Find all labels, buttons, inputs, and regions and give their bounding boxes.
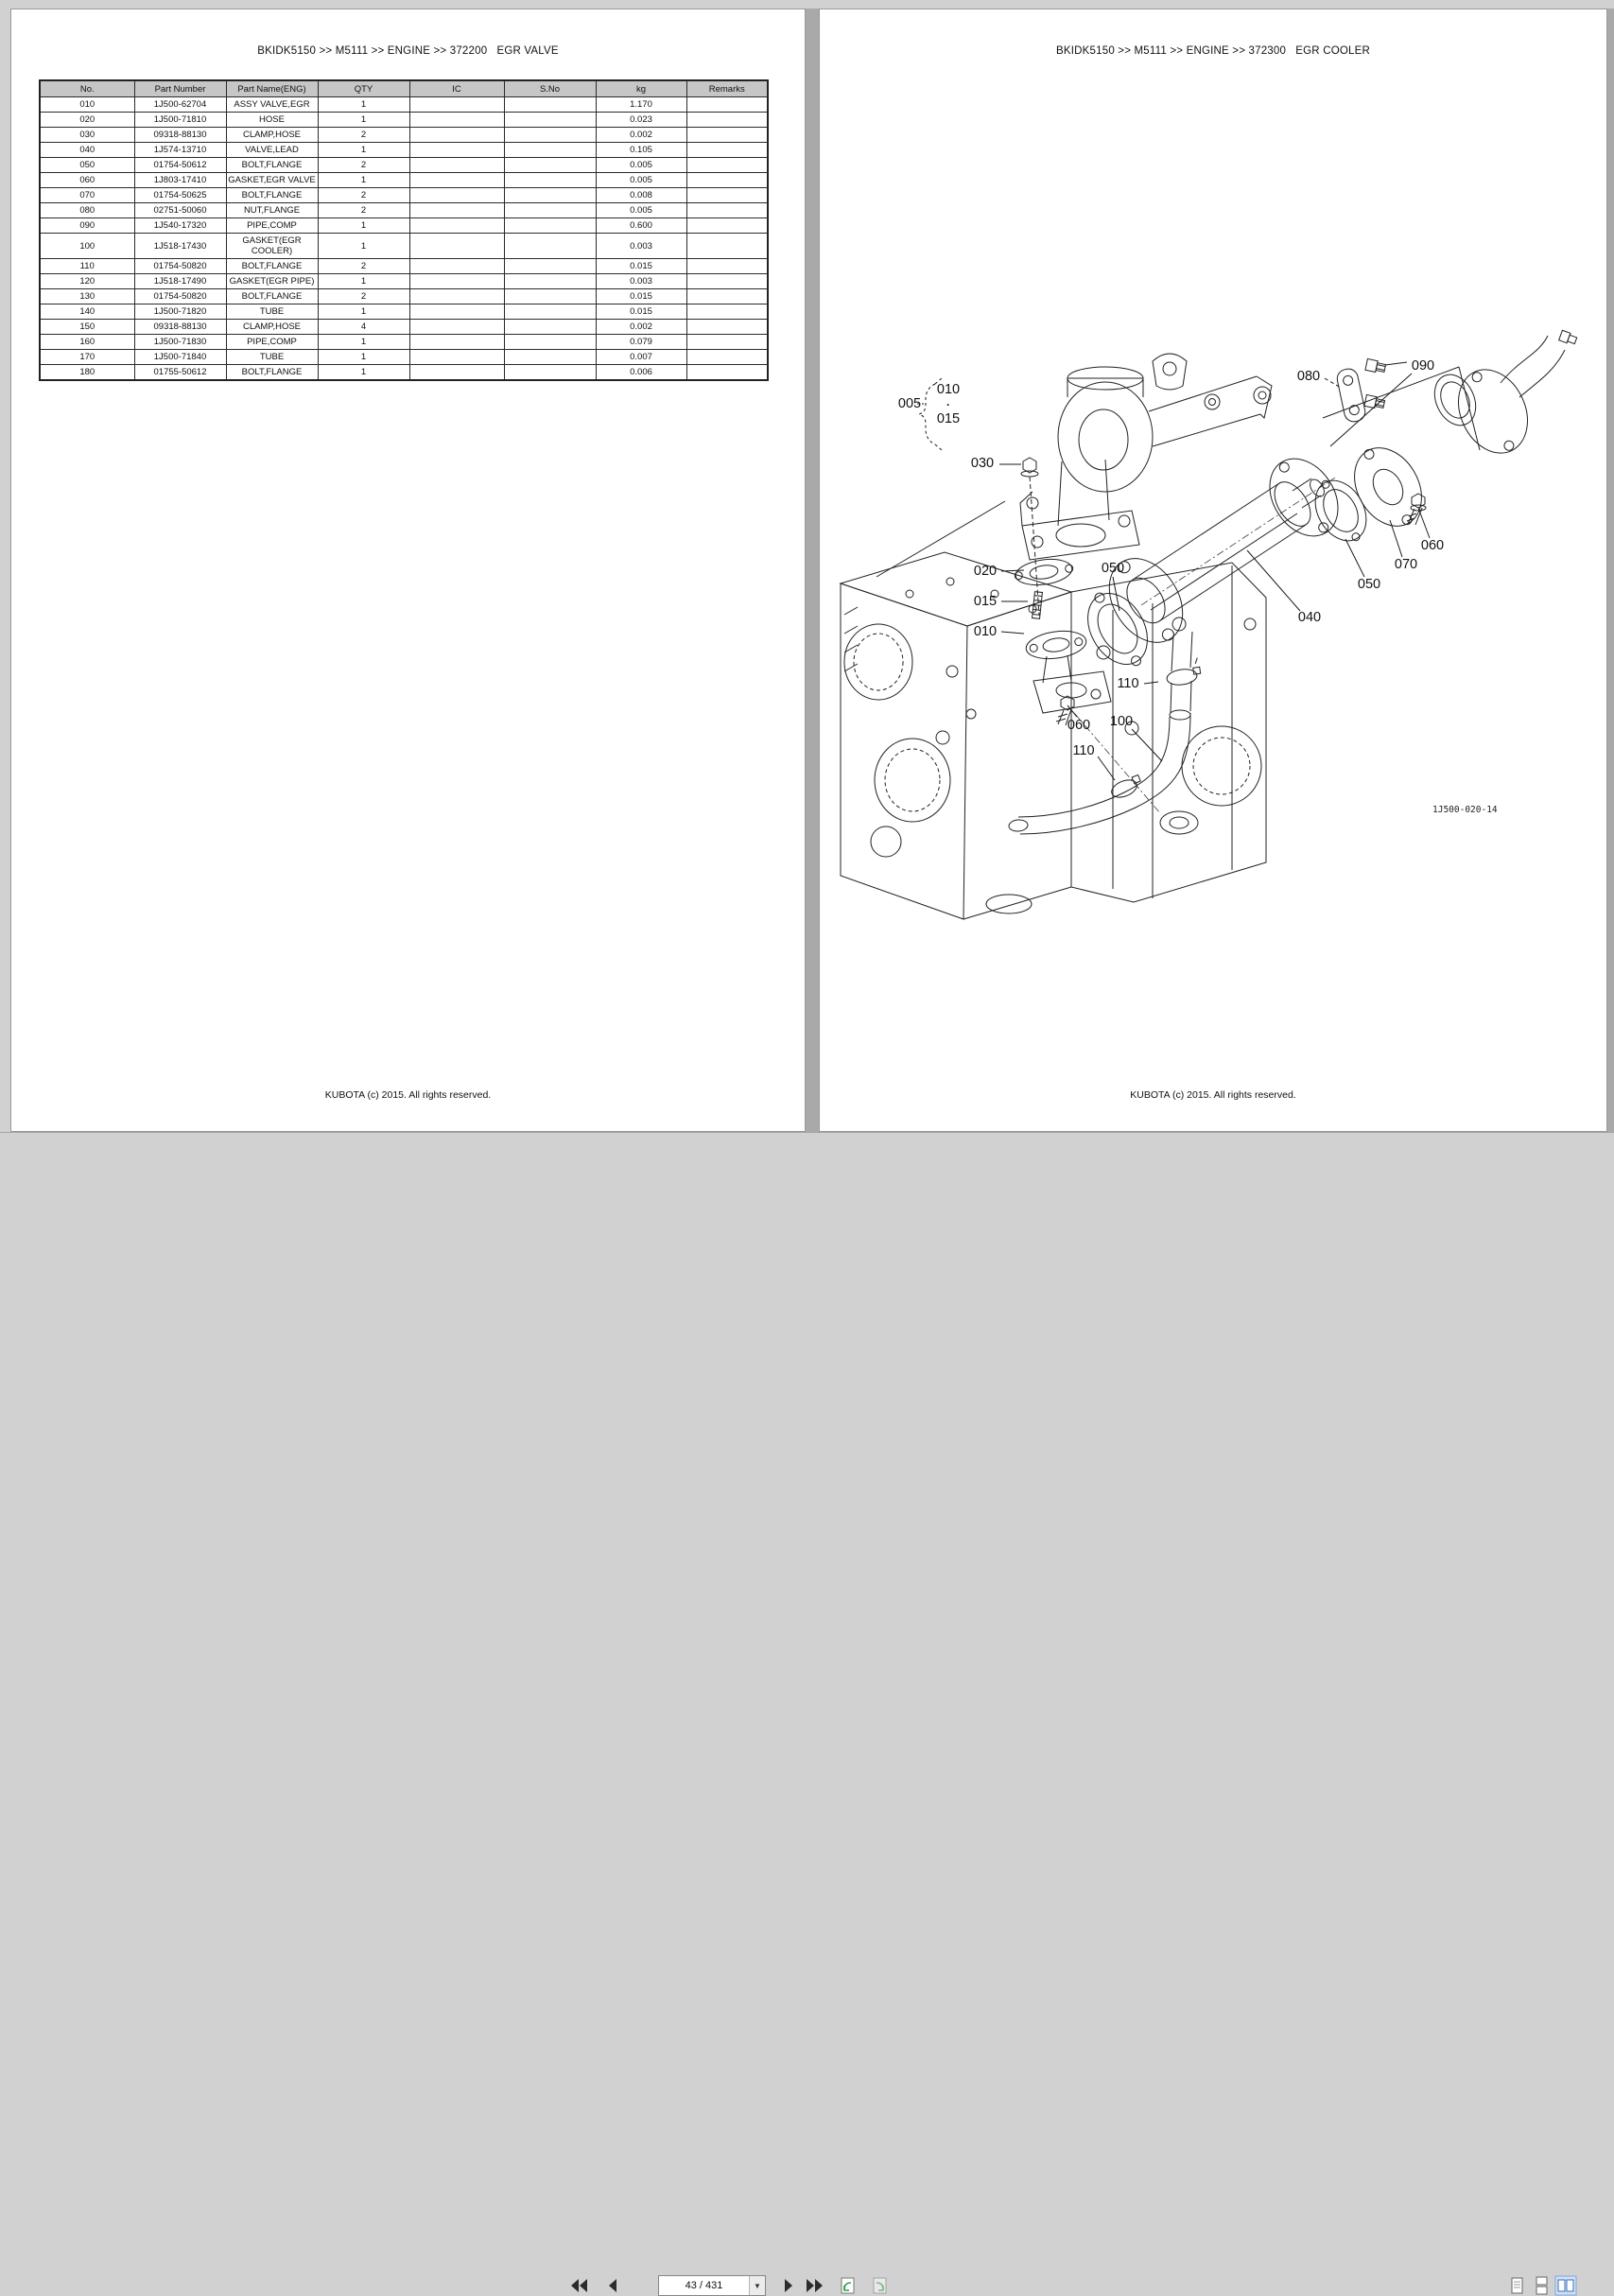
cell xyxy=(686,113,768,128)
next-view-button[interactable] xyxy=(868,2275,891,2296)
cell xyxy=(409,320,504,335)
part-callout: 030 xyxy=(970,456,995,471)
column-header: QTY xyxy=(318,80,409,97)
cell: 080 xyxy=(40,203,134,218)
cell: 0.005 xyxy=(596,158,686,173)
cell: BOLT,FLANGE xyxy=(226,259,318,274)
part-callout: 110 xyxy=(1072,743,1095,758)
cell xyxy=(686,158,768,173)
previous-view-button[interactable] xyxy=(836,2275,859,2296)
cell xyxy=(409,143,504,158)
page-number-input[interactable]: 43 / 431 xyxy=(685,2280,723,2291)
cell: 01754-50612 xyxy=(134,158,226,173)
cell: 1J803-17410 xyxy=(134,173,226,188)
cell: CLAMP,HOSE xyxy=(226,128,318,143)
cell: 090 xyxy=(40,218,134,234)
cell xyxy=(504,97,596,113)
cell xyxy=(504,259,596,274)
cell: 040 xyxy=(40,143,134,158)
cell: 140 xyxy=(40,304,134,320)
table-row xyxy=(40,188,768,203)
cell: 09318-88130 xyxy=(134,320,226,335)
cell xyxy=(409,158,504,173)
table-row xyxy=(40,113,768,128)
page-number-box[interactable] xyxy=(658,2275,766,2296)
cell: 01754-50820 xyxy=(134,289,226,304)
cell xyxy=(409,97,504,113)
cell xyxy=(686,203,768,218)
cell: HOSE xyxy=(226,113,318,128)
column-header: IC xyxy=(409,80,504,97)
cell: 060 xyxy=(40,173,134,188)
right-page xyxy=(819,9,1607,1132)
cell: 0.105 xyxy=(596,143,686,158)
cell xyxy=(686,173,768,188)
cell: 01755-50612 xyxy=(134,365,226,381)
part-callout: 015 xyxy=(973,594,998,609)
cell xyxy=(409,304,504,320)
copyright-left: KUBOTA (c) 2015. All rights reserved. xyxy=(324,1089,492,1101)
cell: BOLT,FLANGE xyxy=(226,158,318,173)
cell: 1J518-17490 xyxy=(134,274,226,289)
cell: 2 xyxy=(318,289,409,304)
table-row xyxy=(40,350,768,365)
cell: 1J500-62704 xyxy=(134,97,226,113)
cell xyxy=(686,128,768,143)
cell: 010 xyxy=(40,97,134,113)
cell: VALVE,LEAD xyxy=(226,143,318,158)
cell xyxy=(409,218,504,234)
table-row xyxy=(40,218,768,234)
cell: GASKET(EGR COOLER) xyxy=(226,234,318,259)
cell: 1J500-71830 xyxy=(134,335,226,350)
cell: 130 xyxy=(40,289,134,304)
cell xyxy=(409,234,504,259)
cell: 050 xyxy=(40,158,134,173)
next-page-button[interactable] xyxy=(777,2275,800,2296)
cell: BOLT,FLANGE xyxy=(226,365,318,381)
cell xyxy=(409,274,504,289)
cell: 1 xyxy=(318,335,409,350)
cell: 150 xyxy=(40,320,134,335)
first-page-button[interactable] xyxy=(567,2275,590,2296)
cell xyxy=(409,203,504,218)
cell: 1 xyxy=(318,274,409,289)
part-callout: 020 xyxy=(973,564,998,579)
cell: 0.005 xyxy=(596,173,686,188)
cell: 100 xyxy=(40,234,134,259)
cell: 0.079 xyxy=(596,335,686,350)
cell xyxy=(409,289,504,304)
table-row xyxy=(40,158,768,173)
cell: 2 xyxy=(318,188,409,203)
cell: 170 xyxy=(40,350,134,365)
part-callout: 050 xyxy=(1357,577,1381,592)
cell xyxy=(504,289,596,304)
parts-table-header-row xyxy=(40,80,768,97)
cell xyxy=(504,113,596,128)
cell: 0.003 xyxy=(596,234,686,259)
part-callout: · xyxy=(946,398,950,411)
cell: 1 xyxy=(318,304,409,320)
part-callout: 070 xyxy=(1394,557,1418,572)
cell: 0.005 xyxy=(596,203,686,218)
cell: 2 xyxy=(318,203,409,218)
part-callout: 010 xyxy=(936,382,961,397)
cell xyxy=(504,320,596,335)
cell xyxy=(409,335,504,350)
table-row xyxy=(40,173,768,188)
table-row xyxy=(40,274,768,289)
copyright-right: KUBOTA (c) 2015. All rights reserved. xyxy=(1130,1089,1296,1101)
cell xyxy=(686,218,768,234)
cell: 160 xyxy=(40,335,134,350)
cell xyxy=(686,259,768,274)
column-header: Part Number xyxy=(134,80,226,97)
layout-facing-pages-button[interactable] xyxy=(1554,2275,1577,2296)
part-callout: 080 xyxy=(1296,369,1321,384)
part-callout: 110 xyxy=(1117,676,1139,691)
cell xyxy=(686,289,768,304)
cell xyxy=(504,365,596,381)
breadcrumb-left: BKIDK5150 >> M5111 >> ENGINE >> 372200 EGR VALVE xyxy=(257,45,559,57)
page-dropdown-arrow[interactable]: ▼ xyxy=(749,2276,765,2295)
cell xyxy=(504,274,596,289)
cell xyxy=(409,128,504,143)
cell: ASSY VALVE,EGR xyxy=(226,97,318,113)
cell xyxy=(504,350,596,365)
part-callout: 060 xyxy=(1067,718,1091,733)
part-callout: 015 xyxy=(936,411,961,426)
cell xyxy=(409,188,504,203)
cell: 1 xyxy=(318,113,409,128)
table-row xyxy=(40,335,768,350)
cell: PIPE,COMP xyxy=(226,218,318,234)
cell: GASKET(EGR PIPE) xyxy=(226,274,318,289)
cell: 4 xyxy=(318,320,409,335)
last-page-button[interactable] xyxy=(804,2275,826,2296)
prev-page-button[interactable] xyxy=(601,2275,624,2296)
cell: 0.015 xyxy=(596,259,686,274)
cell: BOLT,FLANGE xyxy=(226,188,318,203)
cell xyxy=(504,173,596,188)
cell: 0.600 xyxy=(596,218,686,234)
cell xyxy=(686,274,768,289)
cell xyxy=(686,234,768,259)
part-callout: 040 xyxy=(1297,610,1322,625)
table-row xyxy=(40,304,768,320)
cell: 02751-50060 xyxy=(134,203,226,218)
cell: BOLT,FLANGE xyxy=(226,289,318,304)
cell xyxy=(409,350,504,365)
cell: 0.015 xyxy=(596,304,686,320)
cell: 0.008 xyxy=(596,188,686,203)
cell xyxy=(504,234,596,259)
cell xyxy=(504,203,596,218)
cell xyxy=(504,158,596,173)
cell: 1J500-71810 xyxy=(134,113,226,128)
cell xyxy=(686,97,768,113)
cell xyxy=(409,113,504,128)
column-header: Remarks xyxy=(686,80,768,97)
cell: 0.023 xyxy=(596,113,686,128)
cell: 2 xyxy=(318,158,409,173)
layout-single-page-button[interactable] xyxy=(1505,2275,1528,2296)
breadcrumb-right: BKIDK5150 >> M5111 >> ENGINE >> 372300 EGR COOLER xyxy=(1056,45,1370,57)
part-callout: 010 xyxy=(973,624,998,639)
bottom-toolbar xyxy=(0,1132,1614,2291)
cell: 2 xyxy=(318,128,409,143)
layout-continuous-button[interactable] xyxy=(1530,2275,1553,2296)
cell xyxy=(504,128,596,143)
cell xyxy=(409,259,504,274)
table-row xyxy=(40,203,768,218)
cell: 0.006 xyxy=(596,365,686,381)
parts-table xyxy=(39,79,769,381)
table-row xyxy=(40,320,768,335)
cell: 1J500-71820 xyxy=(134,304,226,320)
cell: 1J518-17430 xyxy=(134,234,226,259)
table-row xyxy=(40,289,768,304)
column-header: No. xyxy=(40,80,134,97)
cell: CLAMP,HOSE xyxy=(226,320,318,335)
cell: 1 xyxy=(318,350,409,365)
page-edge-strip xyxy=(1607,9,1614,1132)
cell xyxy=(686,350,768,365)
table-row xyxy=(40,259,768,274)
cell: 09318-88130 xyxy=(134,128,226,143)
cell: 0.015 xyxy=(596,289,686,304)
cell: TUBE xyxy=(226,350,318,365)
drawing-number: 1J500-020-14 xyxy=(1432,805,1498,815)
cell xyxy=(409,173,504,188)
part-callout: 005 xyxy=(897,396,922,411)
cell: 0.002 xyxy=(596,128,686,143)
cell: 1 xyxy=(318,143,409,158)
table-row xyxy=(40,128,768,143)
cell: GASKET,EGR VALVE xyxy=(226,173,318,188)
cell: PIPE,COMP xyxy=(226,335,318,350)
cell: 0.002 xyxy=(596,320,686,335)
cell xyxy=(504,143,596,158)
cell: 1 xyxy=(318,234,409,259)
cell: 0.007 xyxy=(596,350,686,365)
page-gap xyxy=(806,9,819,1132)
cell xyxy=(686,335,768,350)
parts-table-body xyxy=(40,97,768,381)
cell xyxy=(686,188,768,203)
cell: 120 xyxy=(40,274,134,289)
cell: 180 xyxy=(40,365,134,381)
cell: TUBE xyxy=(226,304,318,320)
cell xyxy=(686,365,768,381)
cell: 020 xyxy=(40,113,134,128)
cell: 1J574-13710 xyxy=(134,143,226,158)
column-header: Part Name(ENG) xyxy=(226,80,318,97)
cell xyxy=(504,335,596,350)
cell: 1 xyxy=(318,97,409,113)
cell xyxy=(504,304,596,320)
cell: 110 xyxy=(40,259,134,274)
cell xyxy=(686,320,768,335)
part-callout: 060 xyxy=(1420,538,1445,553)
cell xyxy=(504,218,596,234)
callout-layer xyxy=(820,9,1608,1133)
table-row xyxy=(40,97,768,113)
cell: NUT,FLANGE xyxy=(226,203,318,218)
left-page xyxy=(10,9,806,1132)
cell: 030 xyxy=(40,128,134,143)
cell: 1 xyxy=(318,218,409,234)
part-callout: 090 xyxy=(1411,358,1435,374)
cell: 0.003 xyxy=(596,274,686,289)
cell xyxy=(686,304,768,320)
cell: 1.170 xyxy=(596,97,686,113)
cell xyxy=(686,143,768,158)
column-header: S.No xyxy=(504,80,596,97)
table-row xyxy=(40,234,768,259)
cell: 01754-50625 xyxy=(134,188,226,203)
cell: 1J540-17320 xyxy=(134,218,226,234)
part-callout: 100 xyxy=(1109,714,1134,729)
cell xyxy=(409,365,504,381)
cell: 1J500-71840 xyxy=(134,350,226,365)
cell xyxy=(504,188,596,203)
column-header: kg xyxy=(596,80,686,97)
cell: 1 xyxy=(318,173,409,188)
table-row xyxy=(40,365,768,381)
cell: 070 xyxy=(40,188,134,203)
cell: 01754-50820 xyxy=(134,259,226,274)
table-row xyxy=(40,143,768,158)
cell: 1 xyxy=(318,365,409,381)
cell: 2 xyxy=(318,259,409,274)
part-callout: 050 xyxy=(1101,561,1125,576)
